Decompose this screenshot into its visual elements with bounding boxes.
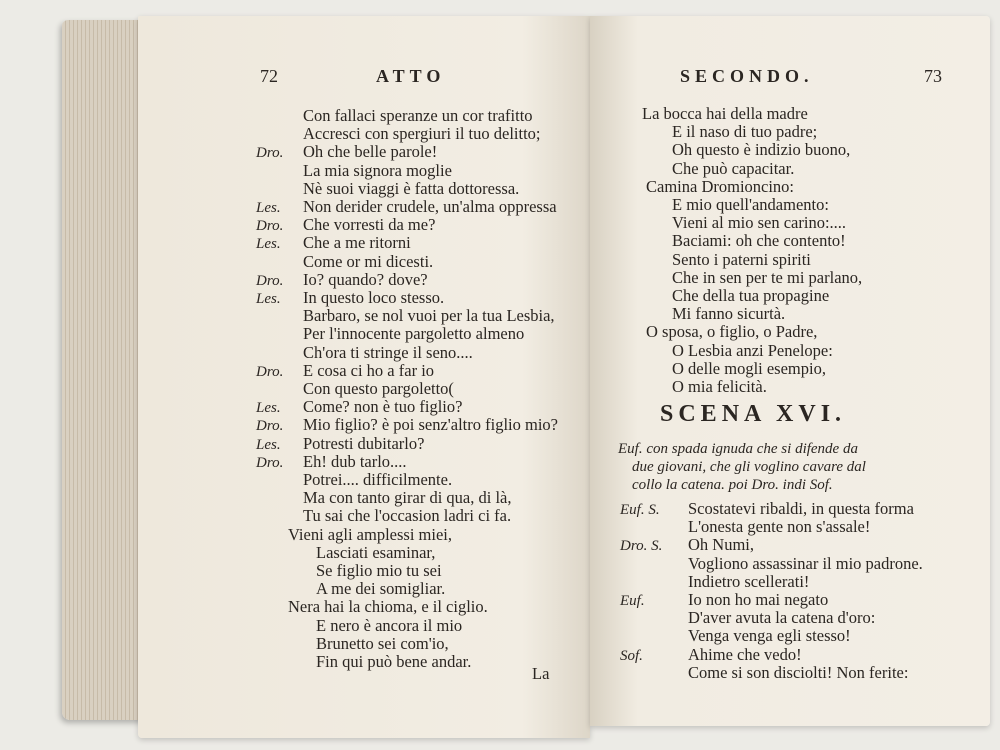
verse-line: Vieni al mio sen carino:.... <box>672 213 847 233</box>
running-header: ATTO <box>376 66 446 86</box>
verse-line: Accresci con spergiuri il tuo delitto; <box>303 124 541 144</box>
verse-line: Non derider crudele, un'alma oppressa <box>303 197 557 216</box>
speaker-name: Dro. <box>256 418 284 435</box>
speaker-name: Les. <box>256 436 281 453</box>
verse-line: Oh Numi, <box>688 535 754 555</box>
speaker-name: Dro. <box>256 363 284 380</box>
verse-line: Indietro scellerati! <box>688 571 810 591</box>
verse-line: Oh questo è indizio buono, <box>672 140 851 160</box>
running-header: SECONDO. <box>680 66 814 86</box>
scene-title: SCENA XVI. <box>660 401 847 427</box>
speaker-name: Dro. S. <box>620 538 663 555</box>
verse-line: Che della tua propagine <box>672 286 830 305</box>
speaker-name: Euf. <box>620 593 645 609</box>
verse-line: Baciami: oh che contento! <box>672 231 846 251</box>
verse-line: Vogliono assassinar il mio padrone. <box>688 553 923 573</box>
verse-line: Che in sen per te mi parlano, <box>672 267 863 287</box>
verse-line: O mia felicità. <box>672 377 767 396</box>
verse-line: Scostatevi ribaldi, in questa forma <box>688 499 914 518</box>
speaker-name: Sof. <box>620 647 643 664</box>
verse-line: Mio figlio? è poi senz'altro figlio mio? <box>303 415 559 435</box>
verse-line: Venga venga egli stesso! <box>688 626 851 646</box>
verse-line: O delle mogli esempio, <box>672 358 826 378</box>
verse-line: Mi fanno sicurtà. <box>672 304 786 324</box>
verse-line: O sposa, o figlio, o Padre, <box>646 322 818 342</box>
speaker-name: Euf. S. <box>620 502 660 518</box>
verse-line: Come? non è tuo figlio? <box>303 397 463 417</box>
verse-line: Ch'ora ti stringe il seno.... <box>303 342 473 362</box>
speaker-name: Les. <box>256 400 281 417</box>
verse-line: Tu sai che l'occasion ladri ci fa. <box>303 506 512 526</box>
verse-line: Fin qui può bene andar. <box>316 652 472 671</box>
verse-line: Come or mi dicesti. <box>303 251 434 271</box>
speaker-name: Dro. <box>256 454 284 471</box>
verse-line: Che a me ritorni <box>303 233 411 253</box>
verse-line: Ma con tanto girar di qua, di là, <box>303 488 512 508</box>
verse-line: Oh che belle parole! <box>303 142 438 162</box>
verse-line: Che può capacitar. <box>672 158 795 178</box>
verse-line: Potrei.... difficilmente. <box>303 470 453 489</box>
verse-line: L'onesta gente non s'assale! <box>688 517 871 537</box>
verse-line: O Lesbia anzi Penelope: <box>672 340 833 360</box>
left-page <box>138 16 590 738</box>
speaker-name: Dro. <box>256 272 284 289</box>
verse-line: Se figlio mio tu sei <box>316 561 442 580</box>
verse-line: A me dei somigliar. <box>316 579 446 599</box>
verse-line: Ahime che vedo! <box>688 644 802 664</box>
verse-line: Io non ho mai negato <box>688 590 829 609</box>
direction-line: due giovani, che gli voglino cavare dal <box>632 459 866 475</box>
open-book <box>62 6 942 742</box>
page-number: 73 <box>924 66 942 86</box>
verse-line: E cosa ci ho a far io <box>303 360 435 380</box>
page-number: 72 <box>260 66 278 86</box>
verse-line: E mio quell'andamento: <box>672 195 829 214</box>
verse-line: Io? quando? dove? <box>303 269 428 289</box>
verse-line: Lasciati esaminar, <box>316 542 436 562</box>
speaker-name: Dro. <box>256 145 284 162</box>
verse-line: Per l'innocente pargoletto almeno <box>303 324 525 344</box>
right-page <box>590 16 990 726</box>
direction-line: collo la catena. poi Dro. indi Sof. <box>632 477 833 493</box>
catchword: La <box>532 664 550 683</box>
verse-line: Come si son disciolti! Non ferite: <box>688 662 909 682</box>
verse-line: Eh! dub tarlo.... <box>303 451 407 471</box>
verse-line: Brunetto sei com'io, <box>316 633 449 653</box>
verse-line: E nero è ancora il mio <box>316 615 463 635</box>
verse-line: Nera hai la chioma, e il ciglio. <box>288 597 488 617</box>
verse-line: La bocca hai della madre <box>642 104 808 123</box>
verse-line: Con questo pargoletto( <box>303 379 454 398</box>
speaker-name: Dro. <box>256 218 284 235</box>
speaker-name: Les. <box>256 200 281 216</box>
verse-line: E il naso di tuo padre; <box>672 122 818 142</box>
verse-line: Che vorresti da me? <box>303 215 436 235</box>
verse-line: La mia signora moglie <box>303 160 452 180</box>
verse-line: Nè suoi viaggi è fatta dottoressa. <box>303 178 520 198</box>
verse-line: Potresti dubitarlo? <box>303 433 425 453</box>
verse-line: Camina Dromioncino: <box>646 176 795 196</box>
verse-line: Con fallaci speranze un cor trafitto <box>303 106 533 125</box>
verse-line: Sento i paterni spiriti <box>672 249 811 269</box>
direction-line: Euf. con spada ignuda che si difende da <box>618 441 858 457</box>
speaker-name: Les. <box>256 291 281 307</box>
verse-line: Vieni agli amplessi miei, <box>288 524 452 544</box>
verse-line: Barbaro, se nol vuoi per la tua Lesbia, <box>303 306 555 326</box>
verse-line: D'aver avuta la catena d'oro: <box>688 608 876 628</box>
verse-line: In questo loco stesso. <box>303 288 445 307</box>
speaker-name: Les. <box>256 236 281 253</box>
